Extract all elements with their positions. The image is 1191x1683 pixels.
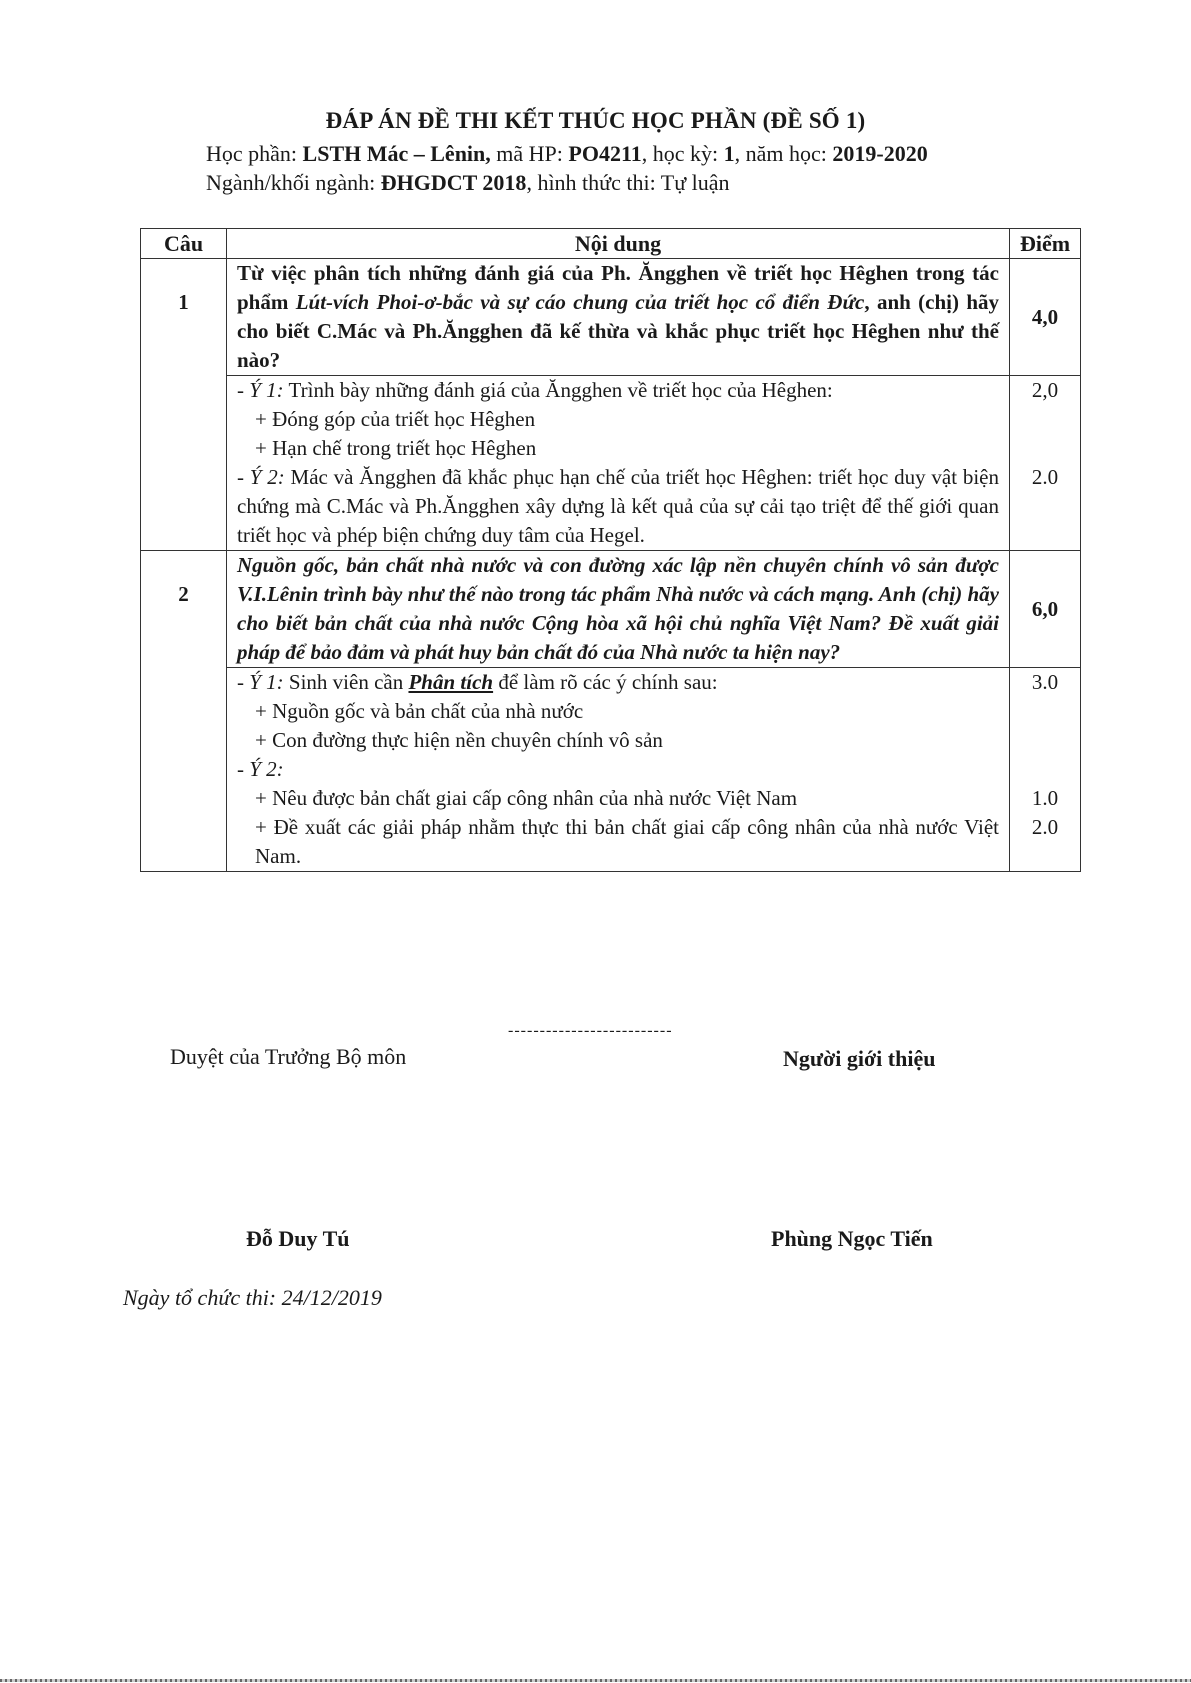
approver-name: Đỗ Duy Tú (246, 1226, 350, 1251)
year-label: , năm học: (734, 141, 833, 166)
program-label: Ngành/khối ngành: (206, 170, 381, 195)
school-year: 2019-2020 (832, 141, 928, 166)
answer-1-y2-text: Mác và Ăngghen đã khắc phục hạn chế của triết học Hêghen: triết học duy vật biện chứng mà C.Mác và Ph.Ăngghen xây dựng là kết quả của sự cải tạo triệt để thế giới quan triết học và phép biện chứng duy tâm của Hegel. (237, 465, 999, 547)
exam-date: Ngày tổ chức thi: 24/12/2019 (123, 1285, 382, 1310)
table-header-row (141, 229, 1081, 259)
header-diem: Điểm (1010, 229, 1081, 259)
footer-divider: -------------------------- (508, 1022, 673, 1039)
answer-table (140, 228, 1081, 872)
answer-2-y2-label: - Ý 2: (237, 757, 284, 781)
program-name: ĐHGDCT 2018 (380, 170, 527, 195)
question-2-score: 6,0 (1010, 551, 1081, 668)
answer-2-y1 (237, 668, 999, 697)
answer-1-y1-sub2: + Hạn chế trong triết học Hêghen (255, 436, 537, 460)
course-info-line (206, 141, 928, 167)
answer-1-y2-label: - Ý 2: (237, 465, 285, 489)
scan-edge-line (0, 1679, 1191, 1682)
course-name: LSTH Mác – Lênin, (302, 141, 491, 166)
question-number-1 (141, 259, 227, 551)
semester-value: 1 (723, 141, 735, 166)
presenter-label: Người giới thiệu (783, 1046, 936, 1071)
answer-1-y2-score: 2.0 (1031, 465, 1059, 489)
answer-2-y2a-score: 1.0 (1031, 786, 1059, 810)
question-1-part-a: Từ việc phân tích những đánh giá của Ph. Ăngghen về triết học Hêghen trong tác phẩm (237, 261, 999, 314)
course-code-label: mã HP: (490, 141, 569, 166)
answer-1-y2 (237, 463, 999, 550)
answer-2-content (227, 668, 1010, 872)
question-1-text (227, 259, 1010, 376)
question-1-score: 4,0 (1010, 259, 1081, 376)
table-row-q2-question (141, 551, 1081, 668)
semester-label: , học kỳ: (641, 141, 724, 166)
answer-1-y1-score: 2,0 (1031, 378, 1059, 402)
answer-2-y2b-score: 2.0 (1031, 815, 1059, 839)
program-info-line (206, 170, 730, 196)
answer-2-y1-label: - Ý 1: (237, 670, 284, 694)
course-label: Học phần: (206, 141, 303, 166)
table-row-q1-question (141, 259, 1081, 376)
answer-2-y2-sub1: + Nêu được bản chất giai cấp công nhân của nhà nước Việt Nam (255, 786, 798, 810)
answer-2-y1-sub2: + Con đường thực hiện nền chuyên chính vô sản (255, 728, 663, 752)
approval-label: Duyệt của Trưởng Bộ môn (170, 1044, 407, 1069)
question-2-text: Nguồn gốc, bản chất nhà nước và con đường xác lập nền chuyên chính vô sản được V.I.Lênin trình bày như thế nào trong tác phẩm Nhà nước và cách mạng. Anh (chị) hãy cho biết bản chất của nhà nước Cộng hòa xã hội chủ nghĩa Việt Nam? Đề xuất giải pháp để bảo đảm và phát huy bản chất đó của Nhà nước ta hiện nay? (227, 551, 1010, 668)
question-number-2-text: 2 (178, 582, 189, 606)
answer-2-y1-text-b: để làm rõ các ý chính sau: (493, 670, 718, 694)
header-noi-dung: Nội dung (227, 229, 1010, 259)
answer-2-scores (1010, 668, 1081, 872)
question-number-2 (141, 551, 227, 872)
question-1-part-c: , anh (chị) hãy cho biết C.Mác và Ph.Ăngghen đã kế thừa và khắc phục triết học Hêghen như thế nào? (237, 290, 999, 372)
answer-2-y2-sub2: + Đề xuất các giải pháp nhằm thực thi bản chất giai cấp công nhân của nhà nước Việt Nam. (255, 815, 999, 868)
answer-2-y1-emphasis: Phân tích (408, 670, 494, 694)
question-1-work-title: Lút-vích Phoi-ơ-bắc và sự cáo chung của triết học cổ điển Đức (295, 290, 865, 314)
answer-1-y1-sub1: + Đóng góp của triết học Hêghen (255, 407, 536, 431)
answer-2-y1-text-a: Sinh viên cần (283, 670, 409, 694)
answer-2-y1-sub1: + Nguồn gốc và bản chất của nhà nước (255, 699, 584, 723)
presenter-name: Phùng Ngọc Tiến (771, 1226, 933, 1251)
answer-1-scores (1010, 376, 1081, 551)
table-row-q2-answer (141, 668, 1081, 872)
table-row-q1-answer (141, 376, 1081, 551)
answer-1-y1-text: Trình bày những đánh giá của Ăngghen về triết học của Hêghen: (283, 378, 833, 402)
exam-format: , hình thức thi: Tự luận (526, 170, 730, 195)
course-code: PO4211 (568, 141, 642, 166)
header-cau: Câu (141, 229, 227, 259)
document-title: ĐÁP ÁN ĐỀ THI KẾT THÚC HỌC PHẦN (ĐỀ SỐ 1) (325, 108, 866, 133)
answer-2-y1-score: 3.0 (1031, 670, 1059, 694)
question-number-1-text: 1 (178, 290, 189, 314)
answer-1-y1-label: - Ý 1: (237, 378, 284, 402)
answer-1-y1 (237, 376, 999, 405)
answer-1-content (227, 376, 1010, 551)
